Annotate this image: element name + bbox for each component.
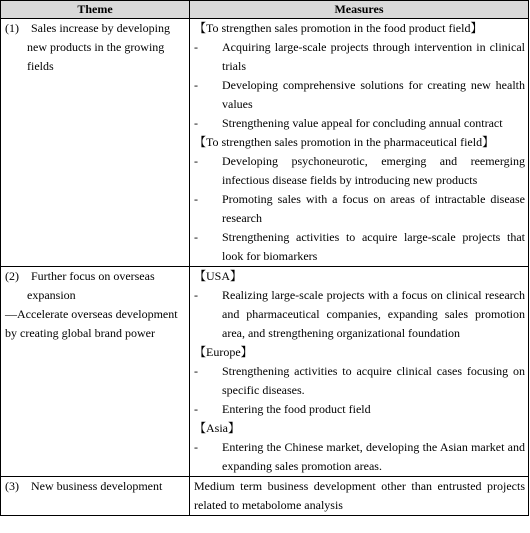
bullet-text: Developing psychoneurotic, emerging and reemerging infectious disease fields by introducing new products [222,154,525,187]
table-row [1,19,529,267]
bullet-item [194,38,525,76]
bullet-mark: - [194,230,198,244]
bullet-item [194,438,525,476]
bullet-mark: - [194,116,198,130]
bullet-item [194,190,525,228]
bullet-text: Strengthening activities to acquire clinical cases focusing on specific diseases. [222,364,525,397]
bullet-text: Acquiring large-scale projects through intervention in clinical trials [222,40,525,73]
bullet-text: Realizing large-scale projects with a focus on clinical research and pharmaceutical companies, expanding sales promotion area, and strengthening organizational foundation [222,288,525,340]
bullet-item [194,362,525,400]
theme-number: (3) [5,479,19,493]
table-row [1,477,529,516]
section-heading: 【To strengthen sales promotion in the pharmaceutical field】 [194,135,495,149]
theme-line: expansion [27,288,76,302]
table-body [1,19,529,516]
measures-cell [190,19,529,267]
bullet-mark: - [194,78,198,92]
bullet-text: Strengthening activities to acquire large-scale projects that look for biomarkers [222,230,525,263]
bullet-item [194,152,525,190]
theme-text: Sales increase by developing [31,21,170,35]
header-row [1,1,529,19]
bullet-item [194,114,525,133]
section-heading: 【USA】 [194,269,243,283]
bullet-mark: - [194,40,198,54]
section-heading: 【Europe】 [194,345,253,359]
bullet-item [194,228,525,266]
bullet-mark: - [194,154,198,168]
bullet-item [194,286,525,343]
bullet-item [194,400,525,419]
theme-text: Further focus on overseas [31,269,155,283]
section-heading: 【To strengthen sales promotion in the food product field】 [194,21,483,35]
bullet-text: Promoting sales with a focus on areas of intractable disease research [222,192,525,225]
bullet-text: Strengthening value appeal for concluding annual contract [222,116,503,130]
bullet-item [194,76,525,114]
table-row [1,267,529,477]
measure-text: Medium term business development other than entrusted projects related to metabolome analysis [194,479,525,512]
theme-cell [1,267,190,477]
theme-line: new products in the growing [27,40,165,54]
theme-subtext: —Accelerate overseas development by creating global brand power [5,307,178,340]
theme-cell [1,477,190,516]
measures-header: Measures [190,1,529,19]
theme-line [5,267,186,286]
theme-text: New business development [31,479,163,493]
measures-cell [190,267,529,477]
theme-number: (1) [5,21,19,35]
theme-line: fields [27,59,54,73]
bullet-mark: - [194,402,198,416]
bullet-text: Entering the Chinese market, developing the Asian market and expanding sales promotion areas. [222,440,525,473]
section-heading: 【Asia】 [194,421,240,435]
bullet-mark: - [194,440,198,454]
bullet-text: Entering the food product field [222,402,371,416]
bullet-text: Developing comprehensive solutions for creating new health values [222,78,525,111]
theme-line [5,19,186,38]
theme-number: (2) [5,269,19,283]
bullet-mark: - [194,364,198,378]
bullet-mark: - [194,192,198,206]
theme-header: Theme [1,1,190,19]
theme-cell [1,19,190,267]
measures-cell [190,477,529,516]
bullet-mark: - [194,288,198,302]
theme-line [5,477,186,496]
